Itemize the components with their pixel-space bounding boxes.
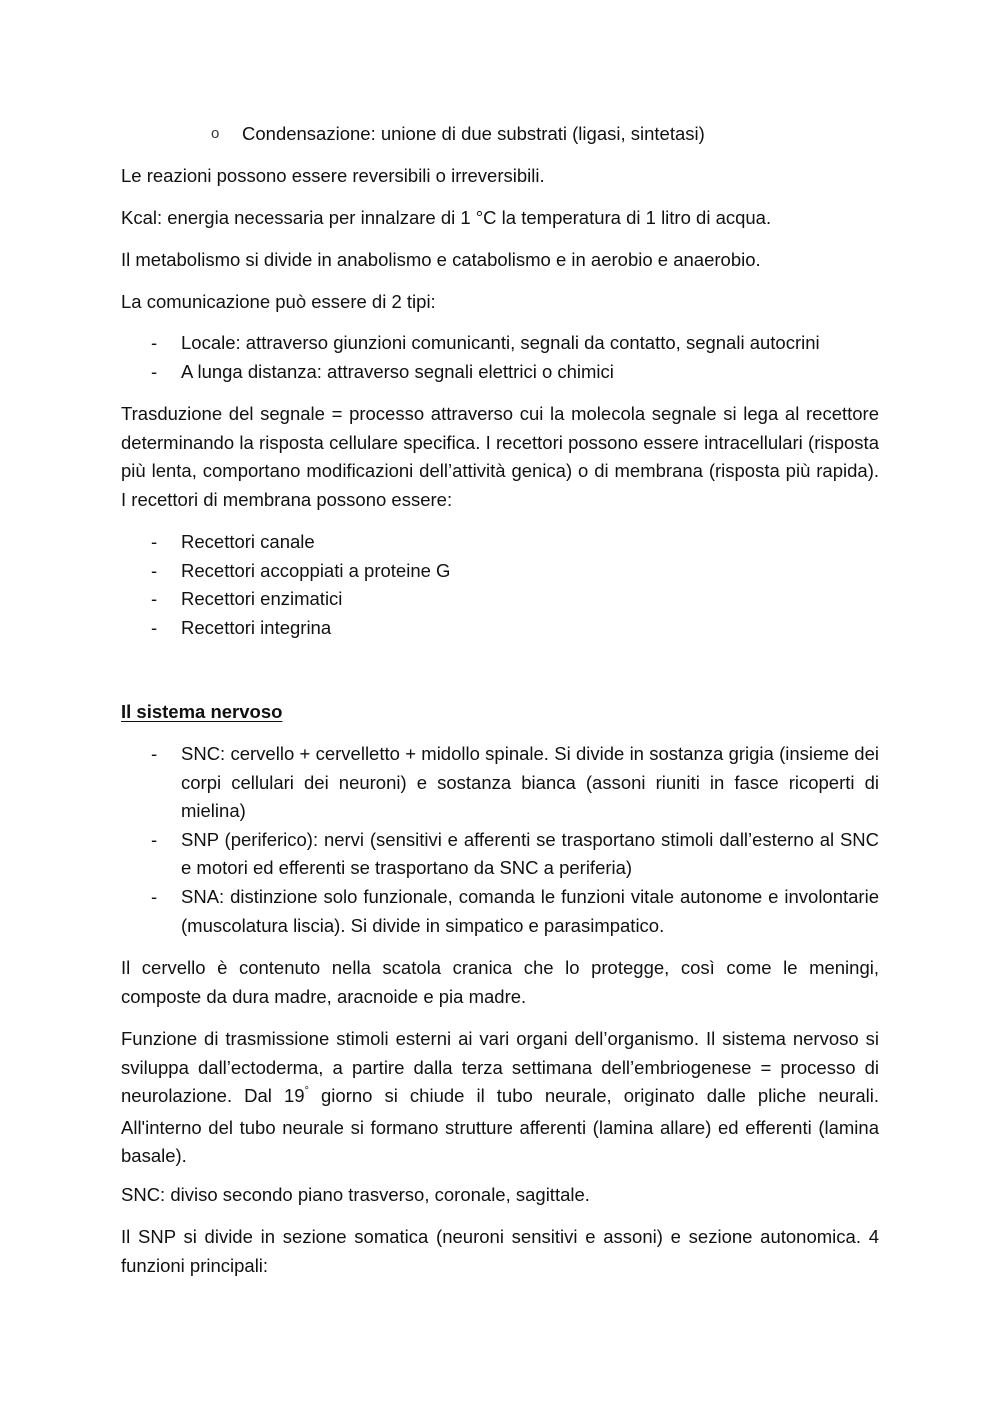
list-item (151, 557, 879, 586)
list-item (151, 329, 879, 358)
dash-marker: - (151, 885, 158, 907)
paragraph-funzione (121, 1025, 879, 1171)
list-item (151, 740, 879, 826)
paragraph-trasduzione: Trasduzione del segnale = processo attraverso cui la molecola segnale si lega al recettore determinando la risposta cellulare specifica. I recettori possono essere intracellulari (risposta più lenta, comportano modificazioni dell’attività genica) o di membrana (risposta più rapida). I recettori di membrana possono essere: (121, 403, 879, 510)
list-item-text: SNP (periferico): nervi (sensitivi e afferenti se trasportano stimoli dall’esterno al SNC e motori ed efferenti se trasportano da SNC a periferia) (181, 828, 879, 879)
comunicazione-list (151, 329, 879, 386)
list-item-text: Recettori canale (181, 531, 315, 552)
list-item (151, 358, 879, 387)
paragraph-kcal: Kcal: energia necessaria per innalzare di 1 °C la temperatura di 1 litro di acqua. (121, 207, 772, 228)
list-item-text: Recettori integrina (181, 616, 332, 638)
dash-marker: - (151, 332, 158, 353)
list-item-text: Recettori accoppiati a proteine G (181, 559, 451, 581)
paragraph-cervello: Il cervello è contenuto nella scatola cranica che lo protegge, così come le meningi, composte da dura madre, aracnoide e pia madre. (121, 957, 879, 1007)
dash-marker: - (151, 743, 158, 764)
dash-marker: - (151, 616, 158, 638)
list-item-text: Recettori enzimatici (181, 588, 343, 610)
list-item-text: A lunga distanza: attraverso segnali elettrici o chimici (181, 360, 614, 382)
list-item-text: SNC: cervello + cervelletto + midollo spinale. Si divide in sostanza grigia (insieme dei corpi cellulari dei neuroni) e sostanza bianca (assoni riuniti in fasce ricoperti di mielina) (181, 743, 879, 822)
degree-superscript: ° (304, 1085, 309, 1098)
list-item-text: SNA: distinzione solo funzionale, comanda le funzioni vitale autonome e involontarie (muscolatura liscia). Si divide in simpatico e parasimpatico. (181, 885, 879, 936)
dash-marker: - (151, 828, 158, 850)
paragraph-snc-piani: SNC: diviso secondo piano trasverso, coronale, sagittale. (121, 1184, 590, 1205)
paragraph-reazioni: Le reazioni possono essere reversibili o irreversibili. (121, 165, 545, 186)
list-item (151, 826, 879, 883)
circle-bullet-marker: o (211, 125, 220, 142)
list-item (151, 528, 879, 557)
sub-list-item-text: Condensazione: unione di due substrati (ligasi, sintetasi) (242, 123, 705, 144)
paragraph-funzione-part2: giorno si chiude il tubo neurale, originato dalle pliche neurali. All'interno del tubo neurale si formano strutture afferenti (lamina allare) ed efferenti (lamina basale). (121, 1085, 879, 1167)
dash-marker: - (151, 531, 158, 552)
paragraph-funzione-part1: Funzione di trasmissione stimoli esterni ai vari organi dell’organismo. Il sistema nervoso si sviluppa dall’ectoderma, a partire dalla terza settimana dell’embriogenese = processo di neurolazione. Dal 19 (121, 1028, 879, 1107)
paragraph-comunicazione: La comunicazione può essere di 2 tipi: (121, 291, 436, 312)
list-item (151, 614, 879, 643)
section-heading: Il sistema nervoso (121, 701, 283, 722)
sistema-nervoso-list (151, 740, 879, 940)
list-item-text: Locale: attraverso giunzioni comunicanti, segnali da contatto, segnali autocrini (181, 332, 820, 353)
dash-marker: - (151, 588, 158, 610)
list-item (151, 883, 879, 940)
paragraph-snp: Il SNP si divide in sezione somatica (neuroni sensitivi e assoni) e sezione autonomica. 4 funzioni principali: (121, 1226, 879, 1276)
recettori-list (151, 528, 879, 642)
paragraph-metabolismo: Il metabolismo si divide in anabolismo e catabolismo e in aerobio e anaerobio. (121, 249, 761, 270)
dash-marker: - (151, 559, 158, 581)
list-item (151, 585, 879, 614)
dash-marker: - (151, 360, 158, 382)
